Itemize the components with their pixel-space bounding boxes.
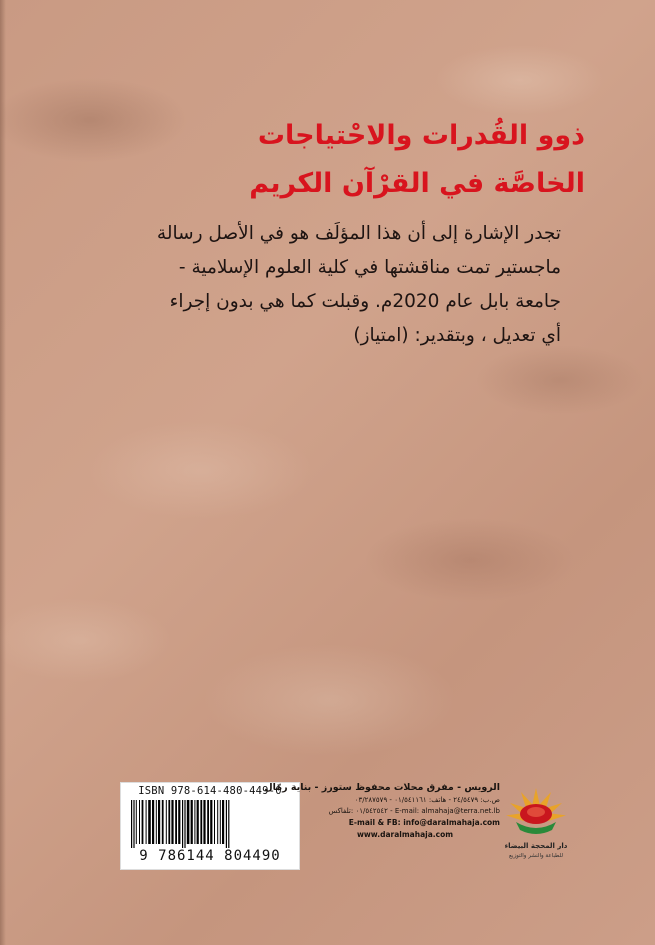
barcode-bar — [133, 800, 134, 848]
publisher-phone: ص.ب: ٢٤/٥٤٧٩ - هاتف: ٠١/٥٤١١٦١ - ٠٣/٢٨٧٥٧٩ — [354, 796, 500, 804]
barcode-bar — [158, 800, 160, 844]
barcode-bar — [136, 800, 137, 844]
barcode-bar — [210, 800, 212, 844]
barcode-bar — [220, 800, 221, 844]
barcode-bar — [152, 800, 154, 844]
barcode-bar — [222, 800, 224, 844]
publisher-email: E-mail & FB: info@daralmahaja.com — [348, 818, 500, 827]
barcode-bar — [171, 800, 173, 844]
publisher-fax: E-mail: almahaja@terra.net.lb - ٠١/٥٤٢٥٤٢ :تلفاكس — [328, 807, 500, 815]
barcode-bar — [168, 800, 170, 844]
description-line: ماجستير تمت مناقشتها في كلية العلوم الإسلامية - — [178, 257, 561, 278]
book-title — [65, 112, 585, 208]
logo-tagline: للطباعة والنشر والتوزيع — [508, 853, 563, 859]
isbn-barcode — [120, 782, 300, 870]
barcode-number: 9 786144 804490 — [139, 848, 281, 864]
barcode-bar — [203, 800, 205, 844]
logo-name: دار المحجة البيضاء — [504, 842, 568, 850]
barcode-bar — [200, 800, 202, 844]
description-line: أي تعديل ، وبتقدير: (امتياز) — [353, 325, 561, 346]
spine-edge — [0, 0, 6, 945]
barcode-bar — [217, 800, 218, 844]
barcode-bar — [228, 800, 229, 848]
book-description — [101, 217, 561, 353]
title-line-2: الخاصَّة في القرْآن الكريم — [249, 168, 585, 199]
barcode-bar — [191, 800, 193, 844]
title-line-1: ذوو القُدرات والاحْتياجات — [257, 120, 585, 151]
barcode-bar — [162, 800, 164, 844]
barcode-bar — [139, 800, 140, 844]
barcode-bar — [148, 800, 151, 844]
publisher-info — [264, 782, 500, 839]
barcode-bar — [178, 800, 180, 844]
barcode-bars — [129, 800, 291, 848]
barcode-bar — [226, 800, 227, 848]
barcode-bar — [207, 800, 209, 844]
barcode-bar — [142, 800, 144, 844]
barcode-bar — [146, 800, 147, 844]
barcode-bar — [194, 800, 195, 844]
barcode-bar — [187, 800, 190, 844]
barcode-bar — [197, 800, 199, 844]
barcode-bar — [131, 800, 132, 848]
isbn-label: ISBN 978-614-480-449-0 — [138, 785, 282, 797]
publisher-website: www.daralmahaja.com — [356, 830, 454, 839]
barcode-bar — [214, 800, 215, 844]
barcode-bar — [156, 800, 157, 844]
barcode-bar — [175, 800, 177, 844]
barcode-bar — [184, 800, 185, 848]
barcode-bar — [166, 800, 167, 844]
description-line: جامعة بابل عام 2020م. وقبلت كما هي بدون إجراء — [169, 291, 561, 312]
description-line: تجدر الإشارة إلى أن هذا المؤلَف هو في الأصل رسالة — [156, 223, 561, 244]
barcode-bar — [182, 800, 183, 848]
publisher-address: الرويس - مفرق محلات محفوظ ستورز - بناية رمّال — [264, 782, 500, 793]
